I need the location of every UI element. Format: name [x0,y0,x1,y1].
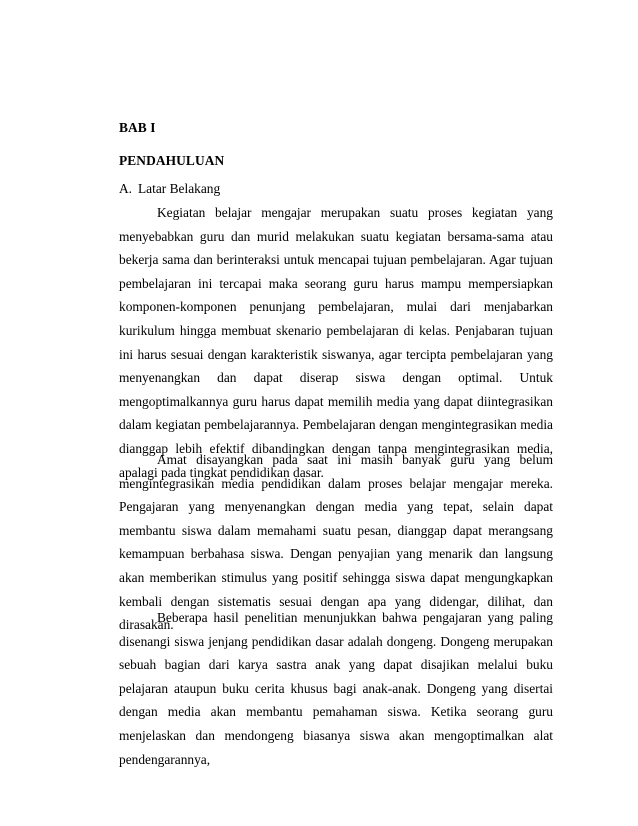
paragraph-2: Amat disayangkan pada saat ini masih banyak guru yang belum mengintegrasikan media pendidikan dalam proses belajar mengajar mereka. Pengajaran yang menyenangkan dengan media yang tepat, selain dapat membantu siswa dalam memahami suatu pesan, dianggap dapat merangsang kemampuan berbahasa siswa. Dengan penyajian yang menarik dan langsung akan memberikan stimulus yang positif sehingga siswa dapat mengungkapkan kembali dengan sistematis sesuai dengan apa yang didengar, dilihat, dan dirasakan. [119,452,553,633]
section-title: Latar Belakang [138,181,221,196]
section-number: A. [119,181,133,196]
section-heading [119,181,220,197]
paragraph-3: Beberapa hasil penelitian menunjukkan bahwa pengajaran yang paling disenangi siswa jenjang pendidikan dasar adalah dongeng. Dongeng merupakan sebuah bagian dari karya sastra anak yang dapat disajikan melalui buku pelajaran ataupun buku cerita khusus bagi anak-anak. Dongeng yang disertai dengan media akan membantu pemahaman siswa. Ketika seorang guru menjelaskan dan mendongeng biasanya siswa akan mengoptimalkan alat pendengarannya, [119,610,553,767]
paragraph-1: Kegiatan belajar mengajar merupakan suatu proses kegiatan yang menyebabkan guru dan murid melakukan suatu kegiatan bersama-sama atau bekerja sama dan berinteraksi untuk mencapai tujuan pembelajaran. Agar tujuan pembelajaran ini tercapai maka seorang guru harus mampu mempersiapkan komponen-komponen penunjang pembelajaran, mulai dari menjabarkan kurikulum hingga membuat skenario pembelajaran di kelas. Penjabaran tujuan ini harus sesuai dengan karakteristik siswanya, agar tercipta pembelajaran yang menyenangkan dan dapat diserap siswa dengan optimal. Untuk mengoptimalkannya guru harus dapat memilih media yang dapat diintegrasikan dalam kegiatan pembelajarannya. Pembelajaran dengan mengintegrasikan media dianggap lebih efektif dibandingkan dengan tanpa mengintegrasikan media, apalagi pada tingkat pendidikan dasar. [119,205,553,480]
chapter-title: PENDAHULUAN [119,153,225,168]
chapter-label: BAB I [119,120,156,135]
